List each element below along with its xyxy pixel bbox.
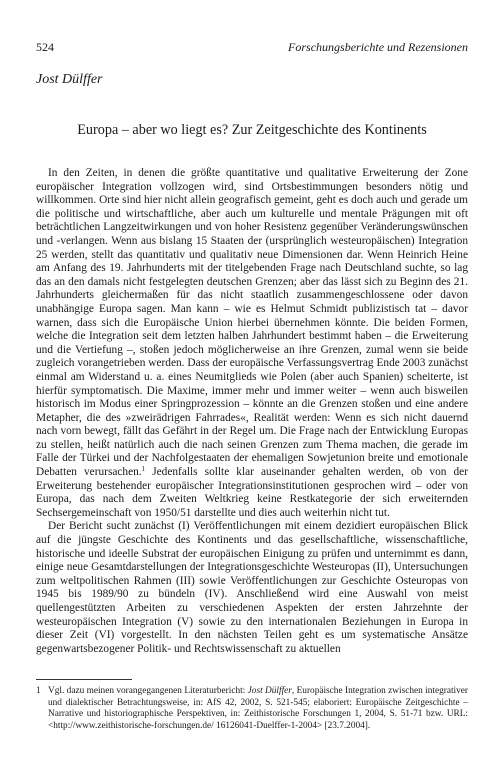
page-number: 524	[36, 40, 54, 54]
footnote-reference: 1	[141, 465, 146, 474]
footnote-number: 1	[36, 686, 41, 696]
body-paragraph	[36, 167, 468, 520]
article-author: Jost Dülffer	[36, 72, 103, 87]
article-body	[36, 167, 468, 656]
page-header	[36, 40, 468, 56]
running-head: Forschungsberichte und Rezensionen	[288, 40, 468, 54]
paragraph-text: In den Zeiten, in denen die größte quantitative und qualitative Erweiterung der Zone europäischer Integration vollzogen wird, sind Ortsbestimmungen besonders nötig und willkommen. Orte sind hier nicht allein geografisch gemeint, geht es doch auch und gerade um die politische und wirtschaftliche, aber auch um kulturelle und mentale Prägungen mit oft beträchtlichen Langzeitwirkungen und von hoher Resistenz gegenüber Veränderungswünschen und -verlangen. Wenn aus bislang 15 Staaten der (ursprünglich westeuropäischen) Integration 25 werden, stellt das quantitativ und qualitativ neue Dimensionen dar. Wenn Heinrich Heine am Anfang des 19. Jahrhunderts mit der titelgebenden Frage nach Deutschland suchte, so lag das an den damals nicht festgelegten deutschen Grenzen; aber das lässt sich zu Beginn des 21. Jahrhunderts gleichermaßen für das nicht staatlich zusammengeschlossene oder davon unabhängige Europa sagen. Man kann – wie es Helmut Schmidt publizistisch tat – davor warnen, dass sich die Europäische Union hierbei übernehmen könnte. Die beiden Formen, welche die Integration seit dem letzten halben Jahrhundert bestimmt haben – die Erweiterung und die Vertiefung –, stoßen jedoch möglicherweise an ihre Grenzen, zumal wenn sie beide zugleich vorangetrieben werden. Dass der europäische Verfassungsvertrag Ende 2003 zunächst einmal am Widerstand u. a. eines Neumitglieds wie Polen (aber auch Spanien) scheiterte, ist hierfür symptomatisch. Die Maxime, immer mehr und immer weiter – wenn auch bisweilen historisch im Modus einer Springprozession – könnte an die Grenzen stoßen und eine andere Metapher, die des »zweirädrigen Fahrrades«, Realität werden: Wenn es sich nicht dauernd nach vorn bewegt, fällt das Gefährt in der Regel um. Die Frage nach der Entwicklung Europas zu stellen, heißt natürlich auch die nach seinen Grenzen zum Thema machen, die gerade im Falle der Türkei und der Nachfolgestaaten der ehemaligen Sowjetunion breite und emotionale Debatten verursachen.	[36, 167, 468, 479]
body-paragraph: Der Bericht sucht zunächst (I) Veröffentlichungen mit einem dezidiert europäischen Blick auf die jüngste Geschichte des Kontinents und das gesellschaftliche, wissenschaftliche, historische und ideelle Substrat der europäischen Einigung zu prüfen und unternimmt es dann, einige neue Gesamtdarstellungen der Integrationsgeschichte Westeuropas (II), Untersuchungen zum weltpolitischen Rahmen (III) sowie Veröffentlichungen zur Geschichte Osteuropas von 1945 bis 1989/90 zu bündeln (IV). Anschließend wird eine Auswahl von meist quellengestützten Arbeiten zu verschiedenen Aspekten der ersten Jahrzehnte der westeuropäischen Integration (V) sowie zu den internationalen Beziehungen in Europa in dieser Zeit (VI) vorgestellt. In den nächsten Teilen geht es um systematische Ansätze gegenwartsbezogener Politik- und Rechtswissenschaft zu aktuellen	[36, 520, 468, 655]
article-title: Europa – aber wo liegt es? Zur Zeitgeschichte des Kontinents	[77, 122, 427, 138]
footnote-author: Jost Dülffer	[247, 686, 292, 696]
footnote-divider	[36, 679, 132, 680]
footnote	[36, 686, 468, 732]
footnote-text: Vgl. dazu meinen vorangegangenen Literaturbericht:	[48, 686, 248, 696]
paragraph-text: Jedenfalls sollte klar auseinander gehalten werden, ob von der Erweiterung bestehender europäischer Integrationsinstitutionen gesprochen wird – oder von Europa, das nach dem Zweiten Weltkrieg keine Restkategorie der sich erweiternden Sechsergemeinschaft von 1950/51 darstellte und dies auch weiterhin nicht tut.	[36, 466, 468, 519]
footnote-text: , Europäische Integration zwischen integrativer und dialektischer Betrachtungsweise, in: AfS 42, 2002, S. 521-545; elaboriert: Europäische Zeitgeschichte – Narrative und historiographische Perspektiven, in: Zeithistorische Forschungen 1, 2004, S. 51-71 bzw. URL: <http://www.zeithistorische-forschungen.de/ 16126041-Duelffer-1-2004> [23.7.2004].	[48, 686, 469, 731]
